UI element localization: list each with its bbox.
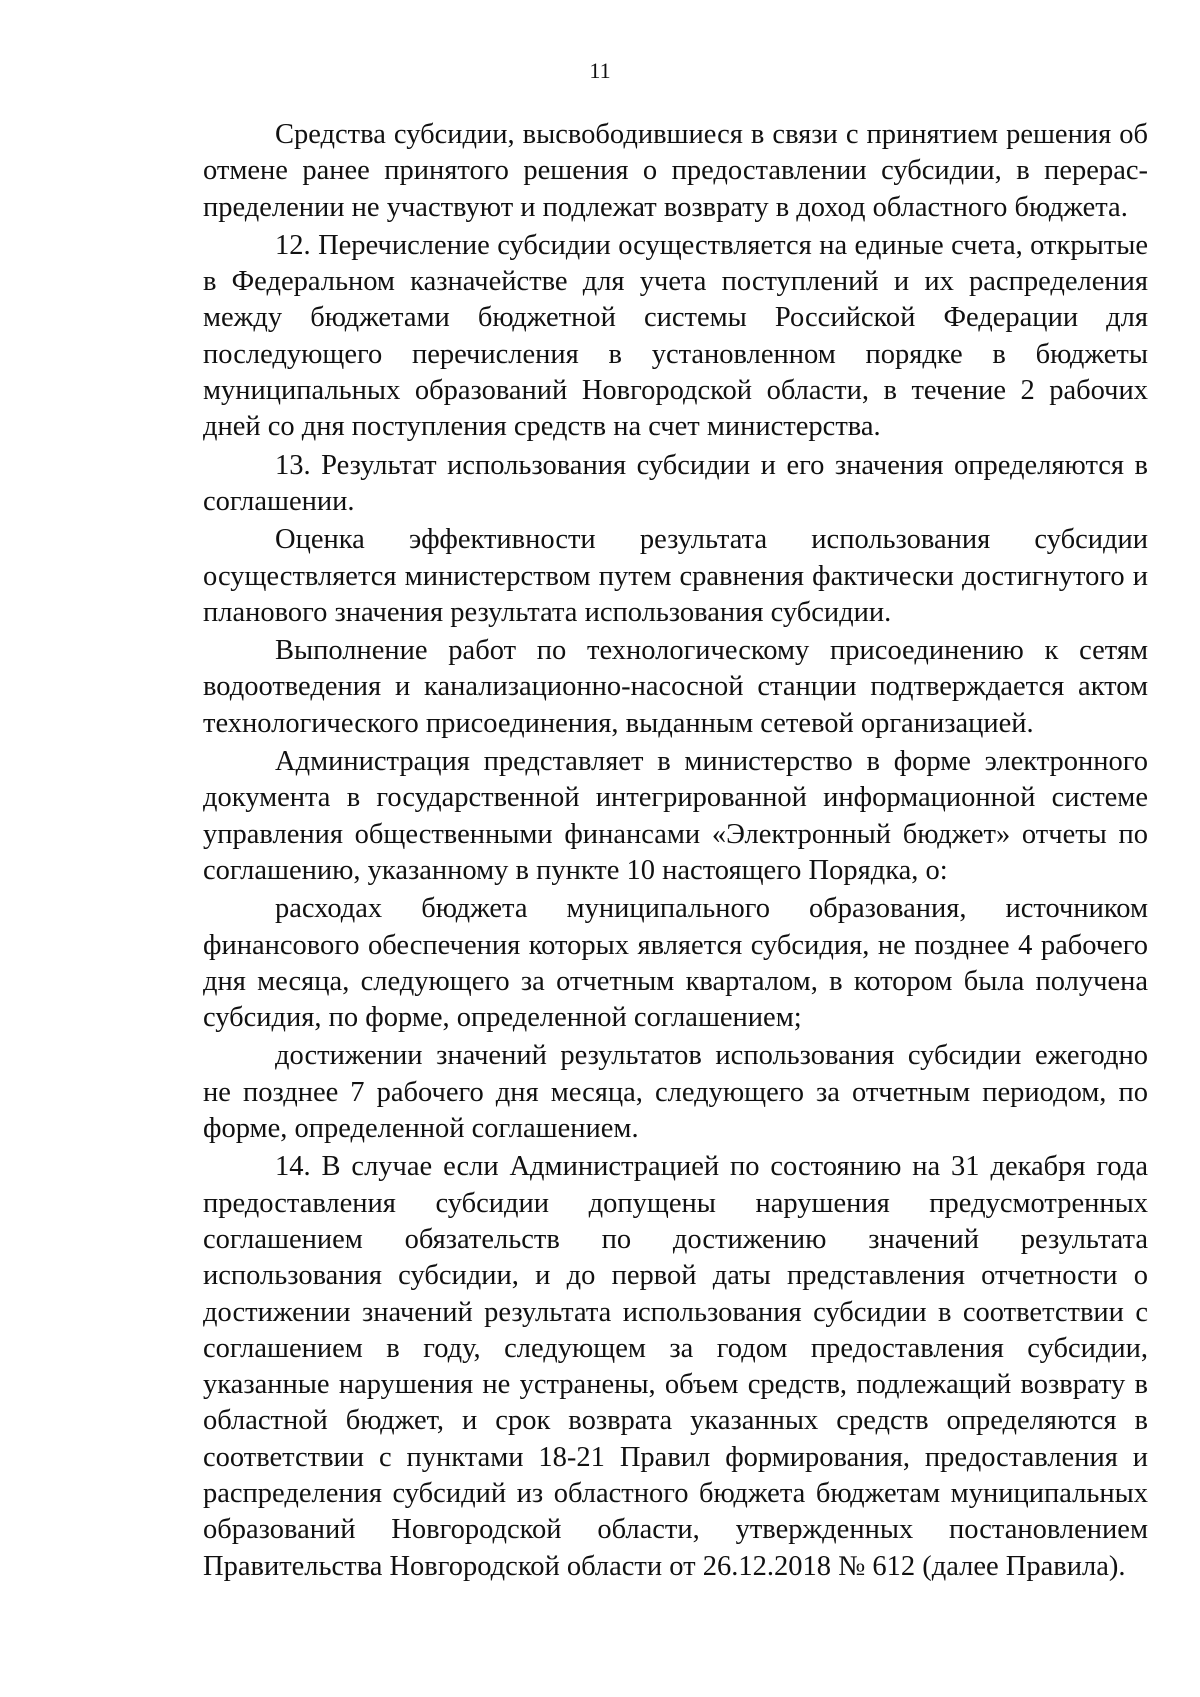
paragraph-works-confirmation: Выполнение работ по технологическому присоединению к сетям водоотведения и канализационно-насосной станции подтверждается актом технологического присоединения, выданным сетевой организацией. <box>203 635 1148 739</box>
paragraph-item-13-result: 13. Результат использования субсидии и его значения определяются в соглашении. <box>203 449 1148 517</box>
paragraph-reporting: Администрация представляет в министерство в форме электронного документа в государственной интегрированной информационной системе управления общественными финансами «Электронный бюджет» отчеты по соглашению, указанному в пункте 10 настоящего Порядка, о: <box>203 746 1148 886</box>
paragraph-efficiency-assessment: Оценка эффективности результата использования субсидии осуществляется министерством путем сравнения фактически достигнутого и планового значения результата использования субсидии. <box>203 524 1148 628</box>
page-number: 11 <box>589 58 611 83</box>
paragraph-item-12-transfer: 12. Перечисление субсидии осуществляется на единые счета, открытые в Федеральном казначействе для учета поступлений и их распределения между бюджетами бюджетной системы Российской Федерации для последующего перечисления в установленном порядке в бюджеты муниципальных образований Новгородской области, в течение 2 рабочих дней со дня поступления средств на счет министерства. <box>203 229 1148 443</box>
paragraph-released-funds: Средства субсидии, высвободившиеся в связи с принятием решения об отмене ранее принятого решения о предоставлении субсидии, в перераспределении не участвуют и подлежат возврату в доход областного бюджета. <box>203 119 1148 223</box>
paragraph-expenses-report: расходах бюджета муниципального образования, источником финансового обеспечения которых является субсидия, не позднее 4 рабочего дня месяца, следующего за отчетным кварталом, в котором была получена субсидия, по форме, определенной соглашением; <box>203 893 1148 1034</box>
document-body <box>203 117 1148 1585</box>
paragraph-results-report: достижении значений результатов использования субсидии ежегодно не позднее 7 рабочего дня месяца, следующего за отчетным периодом, по форме, определенной соглашением. <box>203 1040 1148 1145</box>
paragraph-item-14-violations: 14. В случае если Администрацией по состоянию на 31 декабря года предоставления субсидии допущены нарушения предусмотренных соглашением обязательств по достижению значений результата использования субсидии, и до первой даты представления отчетности о достижении значений результата использования субсидии в соответствии с соглашением в году, следующем за годом предоставления субсидии, указанные нарушения не устранены, объем средств, подлежащий возврату в областной бюджет, и срок возврата указанных средств определяются в соответствии с пунктами 18-21 Правил формирования, предоставления и распределения субсидий из областного бюджета бюджетам муниципальных образований Новгородской области, утвержденных постановлением Правительства Новгородской области от 26.12.2018 № 612 (далее Правила). <box>203 1151 1148 1582</box>
